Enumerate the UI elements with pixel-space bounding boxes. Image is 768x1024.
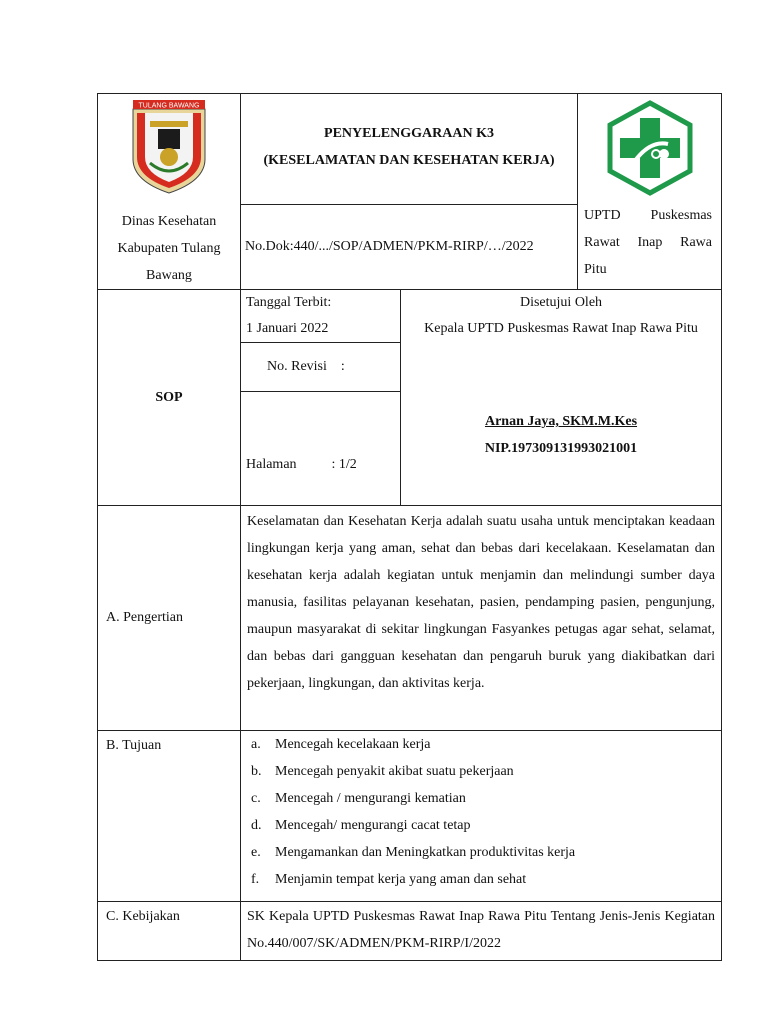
tujuan-cell xyxy=(241,731,722,902)
kebijakan-label: C. Kebijakan xyxy=(106,909,180,924)
org-name: Dinas Kesehatan Kabupaten Tulang Bawang xyxy=(117,214,221,283)
approval-cell xyxy=(401,290,722,506)
emblem-text: TULANG BAWANG xyxy=(138,102,200,110)
tanggal-value: 1 Januari 2022 xyxy=(246,321,329,336)
kebijakan-text: SK Kepala UPTD Puskesmas Rawat Inap Rawa Pitu Tentang Jenis-Jenis Kegiatan No.440/007/SK/ADMEN/PKM-RIRP/I/2022 xyxy=(247,909,716,951)
sop-label-cell xyxy=(98,290,241,506)
doc-title-line2: (KESELAMATAN DAN KESEHATAN KERJA) xyxy=(263,153,555,168)
doc-title-line1: PENYELENGGARAAN K3 xyxy=(324,126,494,141)
right-header-cell xyxy=(578,94,722,290)
tujuan-label-cell xyxy=(98,731,241,902)
tulang-bawang-emblem xyxy=(128,99,210,195)
halaman-cell xyxy=(241,392,401,506)
sop-table xyxy=(97,93,722,961)
left-header-cell xyxy=(98,94,241,290)
revisi-cell xyxy=(241,343,401,392)
tujuan-label: B. Tujuan xyxy=(106,738,162,753)
approver-nip: NIP.197309131993021001 xyxy=(484,441,638,456)
kebijakan-label-cell xyxy=(98,902,241,961)
doc-number: No.Dok:440/.../SOP/ADMEN/PKM-RIRP/…/2022 xyxy=(245,239,534,255)
approved-label: Disetujui Oleh xyxy=(519,295,603,310)
kebijakan-cell xyxy=(241,902,722,961)
tanggal-label: Tanggal Terbit: xyxy=(246,295,332,310)
list-item: b. Mencegah penyakit akibat suatu pekerjaan xyxy=(251,764,514,779)
list-item: f. Menjamin tempat kerja yang aman dan sehat xyxy=(251,872,527,887)
sop-document xyxy=(97,93,721,961)
approver-name: Arnan Jaya, SKM.M.Kes xyxy=(484,414,638,429)
halaman-label: Halaman : 1/2 xyxy=(246,457,357,472)
title-cell xyxy=(241,94,578,205)
list-item: a. Mencegah kecelakaan kerja xyxy=(251,737,431,752)
list-item: e. Mengamankan dan Meningkatkan produktivitas kerja xyxy=(251,845,576,860)
puskesmas-logo xyxy=(604,100,696,196)
list-item: d. Mencegah/ mengurangi cacat tetap xyxy=(251,818,471,833)
approved-title: Kepala UPTD Puskesmas Rawat Inap Rawa Pitu xyxy=(424,321,698,336)
list-item: c. Mencegah / mengurangi kematian xyxy=(251,791,466,806)
revisi-label: No. Revisi : xyxy=(267,359,345,374)
puskesmas-name: UPTD Puskesmas Rawat Inap Rawa Pitu xyxy=(584,208,713,277)
tanggal-cell xyxy=(241,290,401,343)
pengertian-cell xyxy=(241,506,722,731)
pengertian-label-cell xyxy=(98,506,241,731)
tujuan-list xyxy=(241,731,721,893)
pengertian-label: A. Pengertian xyxy=(106,610,183,625)
doc-number-cell xyxy=(241,205,578,290)
pengertian-text: Keselamatan dan Kesehatan Kerja adalah suatu usaha untuk menciptakan keadaan lingkungan kerja yang aman, sehat dan bebas dari kecelakaan. Keselamatan dan kesehatan kerja adalah kegiatan untuk menjamin dan melindungi sumber daya manusia, fasilitas pelayanan kesehatan, pasien, pendamping pasien, pengunjung, maupun masyarakat di sekitar lingkungan Fasyankes petugas agar sehat, selamat, dan bebas dari gangguan kesehatan dan pengaruh buruk yang diakibatkan dari pekerjaan, lingkungan, dan aktivitas kerja. xyxy=(247,514,716,691)
sop-label: SOP xyxy=(155,389,183,405)
